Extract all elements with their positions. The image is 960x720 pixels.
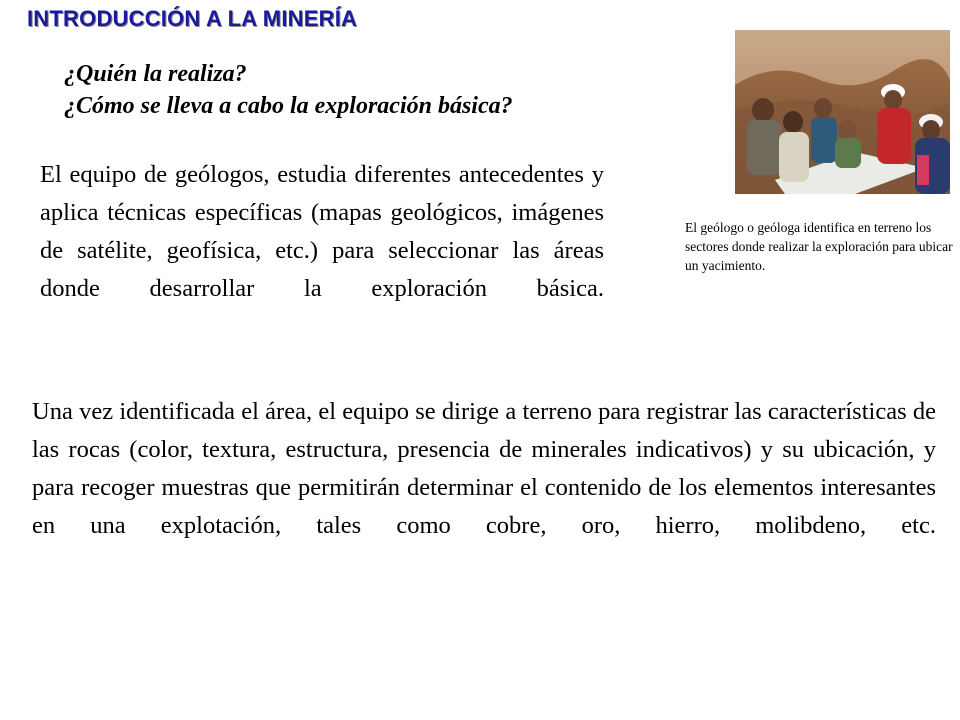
photo-caption: El geólogo o geóloga identifica en terreno los sectores donde realizar la exploración para ubicar un yacimiento. xyxy=(685,220,953,273)
question-who: ¿Quién la realiza? xyxy=(64,61,247,87)
question-how: ¿Cómo se lleva a cabo la exploración básica? xyxy=(64,93,513,119)
questions-block xyxy=(64,58,513,122)
page-title: INTRODUCCIÓN A LA MINERÍA xyxy=(27,6,358,31)
field-work-paragraph: Una vez identificada el área, el equipo se dirige a terreno para registrar las características de las rocas (color, textura, estructura, presencia de minerales indicativos) y su ubicación, y para recoger muestras que permitirán determinar el contenido de los elementos interesantes en una explotación, tales como cobre, oro, hierro, molibdeno, etc. xyxy=(32,398,936,539)
geologists-field-photo xyxy=(735,30,950,194)
intro-paragraph: El equipo de geólogos, estudia diferentes antecedentes y aplica técnicas específicas (mapas geológicos, imágenes de satélite, geofísica, etc.) para seleccionar las áreas donde desarrollar la exploración básica. xyxy=(40,161,604,302)
